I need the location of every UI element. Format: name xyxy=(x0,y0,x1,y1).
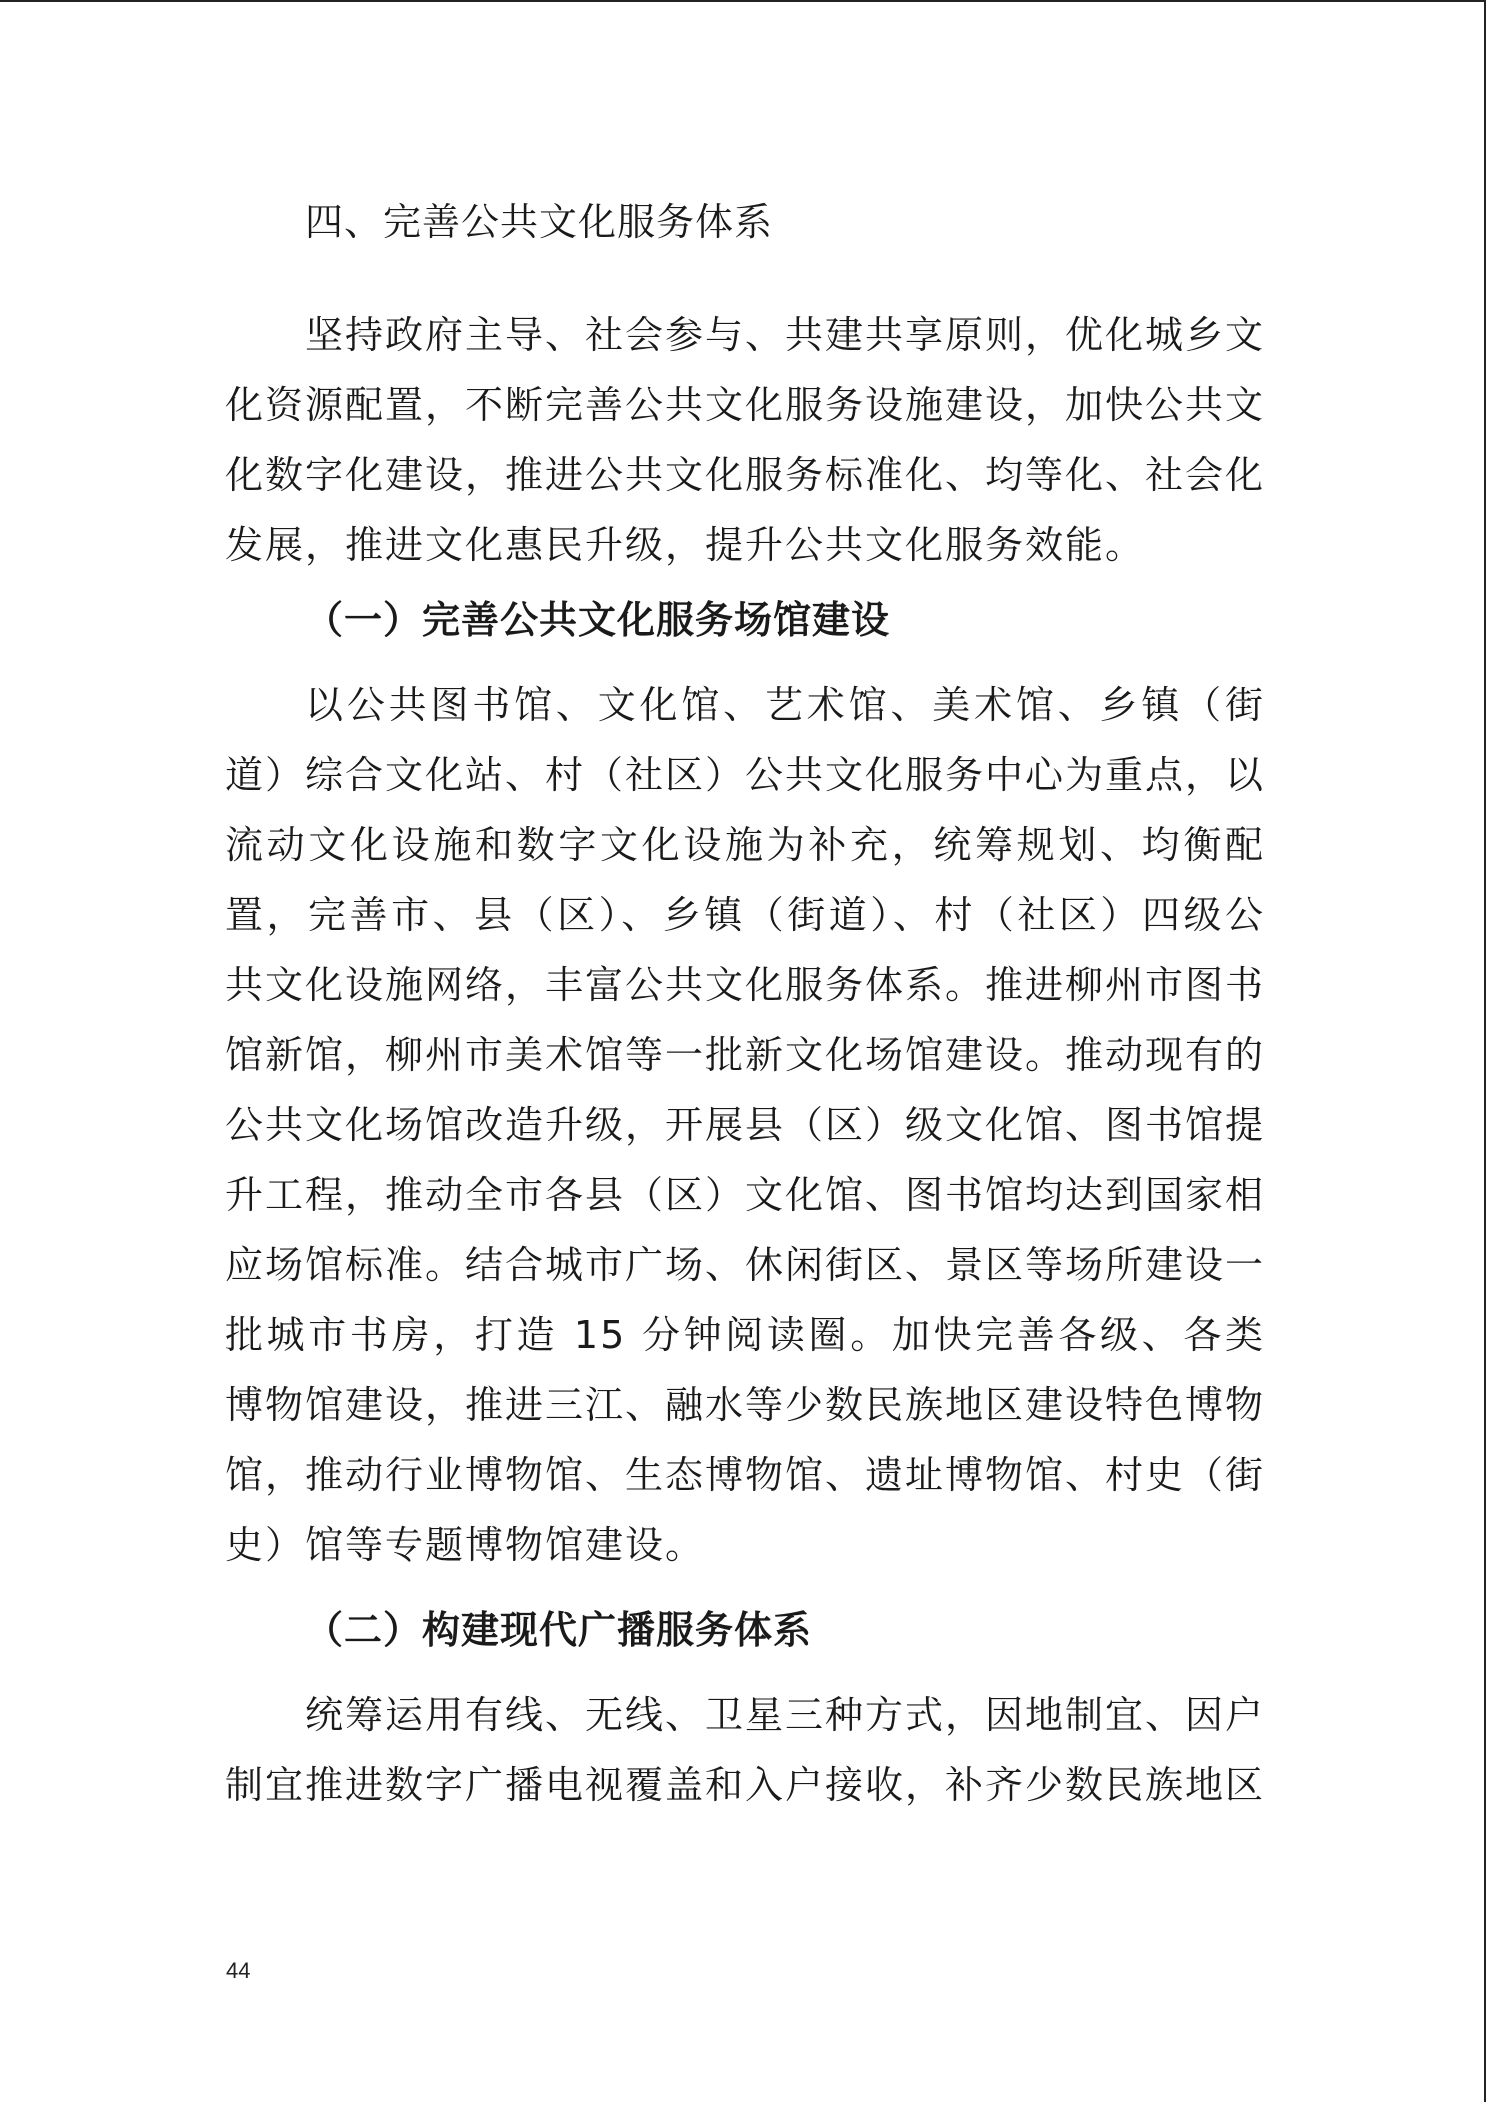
section-heading: 四、完善公共文化服务体系 xyxy=(305,200,774,244)
spacer xyxy=(225,1580,1265,1590)
subsection-1-heading: （一）完善公共文化服务场馆建设 xyxy=(305,598,891,642)
subsection-2-heading: （二）构建现代广播服务体系 xyxy=(305,1608,813,1652)
subsection-1-paragraph: 以公共图书馆、文化馆、艺术馆、美术馆、乡镇（街道）综合文化站、村（社区）公共文化服务中心为重点，以流动文化设施和数字文化设施为补充，统筹规划、均衡配置，完善市、县（区）、乡镇（街道）、村（社区）四级公共文化设施网络，丰富公共文化服务体系。推进柳州市图书馆新馆，柳州市美术馆等一批新文化场馆建设。推动现有的公共文化场馆改造升级，开展县（区）级文化馆、图书馆提升工程，推动全市各县（区）文化馆、图书馆均达到国家相应场馆标准。结合城市广场、休闲街区、景区等场所建设一批城市书房，打造 15 分钟阅读圈。加快完善各级、各类博物馆建设，推进三江、融水等少数民族地区建设特色博物馆，推动行业博物馆、生态博物馆、遗址博物馆、村史（街史）馆等专题博物馆建设。 xyxy=(225,683,1266,1567)
page-content xyxy=(225,182,1265,1820)
intro-paragraph: 坚持政府主导、社会参与、共建共享原则，优化城乡文化资源配置，不断完善公共文化服务设施建设，加快公共文化数字化建设，推进公共文化服务标准化、均等化、社会化发展，推进文化惠民升级，提升公共文化服务效能。 xyxy=(225,313,1266,567)
spacer xyxy=(225,262,1265,300)
spacer xyxy=(225,660,1265,670)
subsection-2-paragraph: 统筹运用有线、无线、卫星三种方式，因地制宜、因户制宜推进数字广播电视覆盖和入户接收，补齐少数民族地区 xyxy=(225,1693,1266,1807)
spacer xyxy=(225,1670,1265,1680)
page-number: 44 xyxy=(226,1958,251,1983)
